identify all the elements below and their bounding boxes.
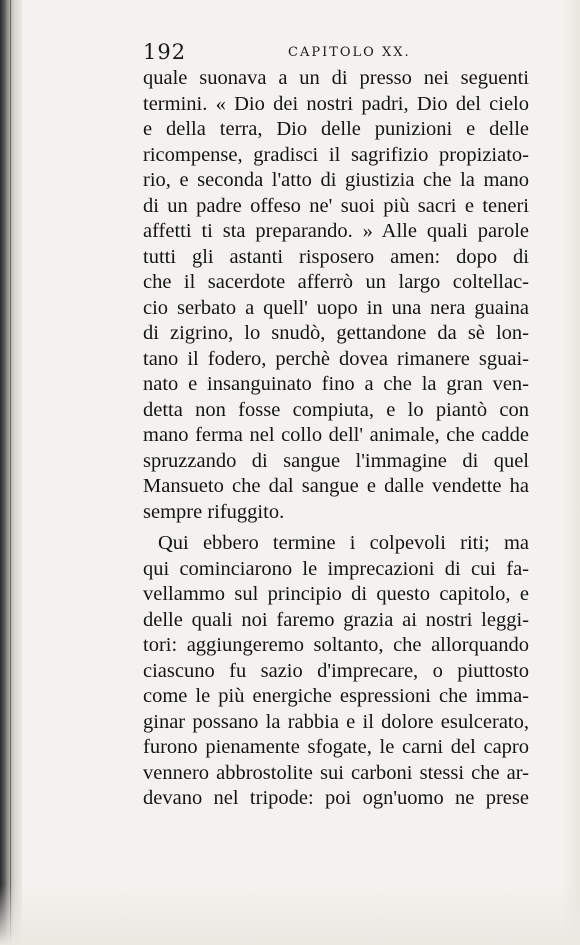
text-line: Mansueto che dal sangue e dalle vendette ha: [143, 475, 529, 497]
text-line: affetti ti sta preparando. » Alle quali parole: [143, 220, 529, 242]
running-head: [143, 40, 528, 66]
page-number: 192: [143, 40, 187, 64]
text-line: ciascuno fu sazio d'imprecare, o piuttosto: [143, 659, 529, 682]
text-line: e della terra, Dio delle punizioni e delle: [143, 118, 529, 140]
body-text: [143, 66, 529, 812]
text-line: tori: aggiungeremo soltanto, che allorquando: [143, 634, 529, 656]
text-line: tano il fodero, perchè dovea rimanere sguai-: [143, 347, 529, 370]
text-line: di zigrino, lo snudò, gettandone da sè lon-: [143, 322, 529, 344]
paragraph-1: [143, 66, 529, 525]
text-line: furono pienamente sfogate, le carni del capro: [143, 736, 529, 758]
text-line: sempre rifuggito.: [143, 500, 285, 523]
text-line: devano nel tripode: poi ogn'uomo ne prese: [143, 787, 529, 809]
text-line: che il sacerdote afferrò un largo coltellac-: [143, 271, 529, 293]
text-line: ginar possano la rabbia e il dolore esulcerato,: [143, 710, 529, 733]
text-line: come le più energiche espressioni che imma-: [143, 685, 529, 707]
text-line: mano ferma nel collo dell' animale, che cadde: [143, 424, 529, 446]
text-line: delle quali noi faremo grazia ai nostri leggi-: [143, 608, 529, 631]
text-line: nato e insanguinato fino a che la gran ven-: [143, 373, 529, 395]
text-line: termini. « Dio dei nostri padri, Dio del cielo: [143, 92, 529, 115]
paragraph-2: [143, 531, 529, 812]
page-right-shade: [562, 0, 580, 945]
text-line: vellammo sul principio di questo capitolo, e: [143, 583, 529, 605]
text-line: detta non fosse compiuta, e lo piantò con: [143, 398, 529, 421]
chapter-title: CAPITOLO XX.: [288, 45, 411, 60]
text-line: rio, e seconda l'atto di giustizia che la mano: [143, 169, 529, 191]
text-line: cio serbato a quell' uopo in una nera guaina: [143, 296, 529, 319]
text-line: di un padre offeso ne' suoi più sacri e teneri: [143, 194, 529, 217]
text-line: Qui ebbero termine i colpevoli riti; ma: [158, 532, 529, 554]
text-line: vennero abbrostolite sui carboni stessi che ar-: [143, 761, 529, 784]
binding-line: [10, 0, 11, 945]
text-line: quale suonava a un di presso nei seguenti: [143, 67, 529, 89]
text-line: spruzzando di sangue l'immagine di quel: [143, 449, 529, 472]
text-line: qui cominciarono le imprecazioni di cui fa-: [143, 557, 529, 580]
text-line: tutti gli astanti risposero amen: dopo di: [143, 245, 529, 268]
page-bottom-shade: [0, 885, 580, 945]
page-binding-edge: [0, 0, 22, 945]
text-line: ricompense, gradisci il sagrifizio propiziato-: [143, 143, 529, 166]
